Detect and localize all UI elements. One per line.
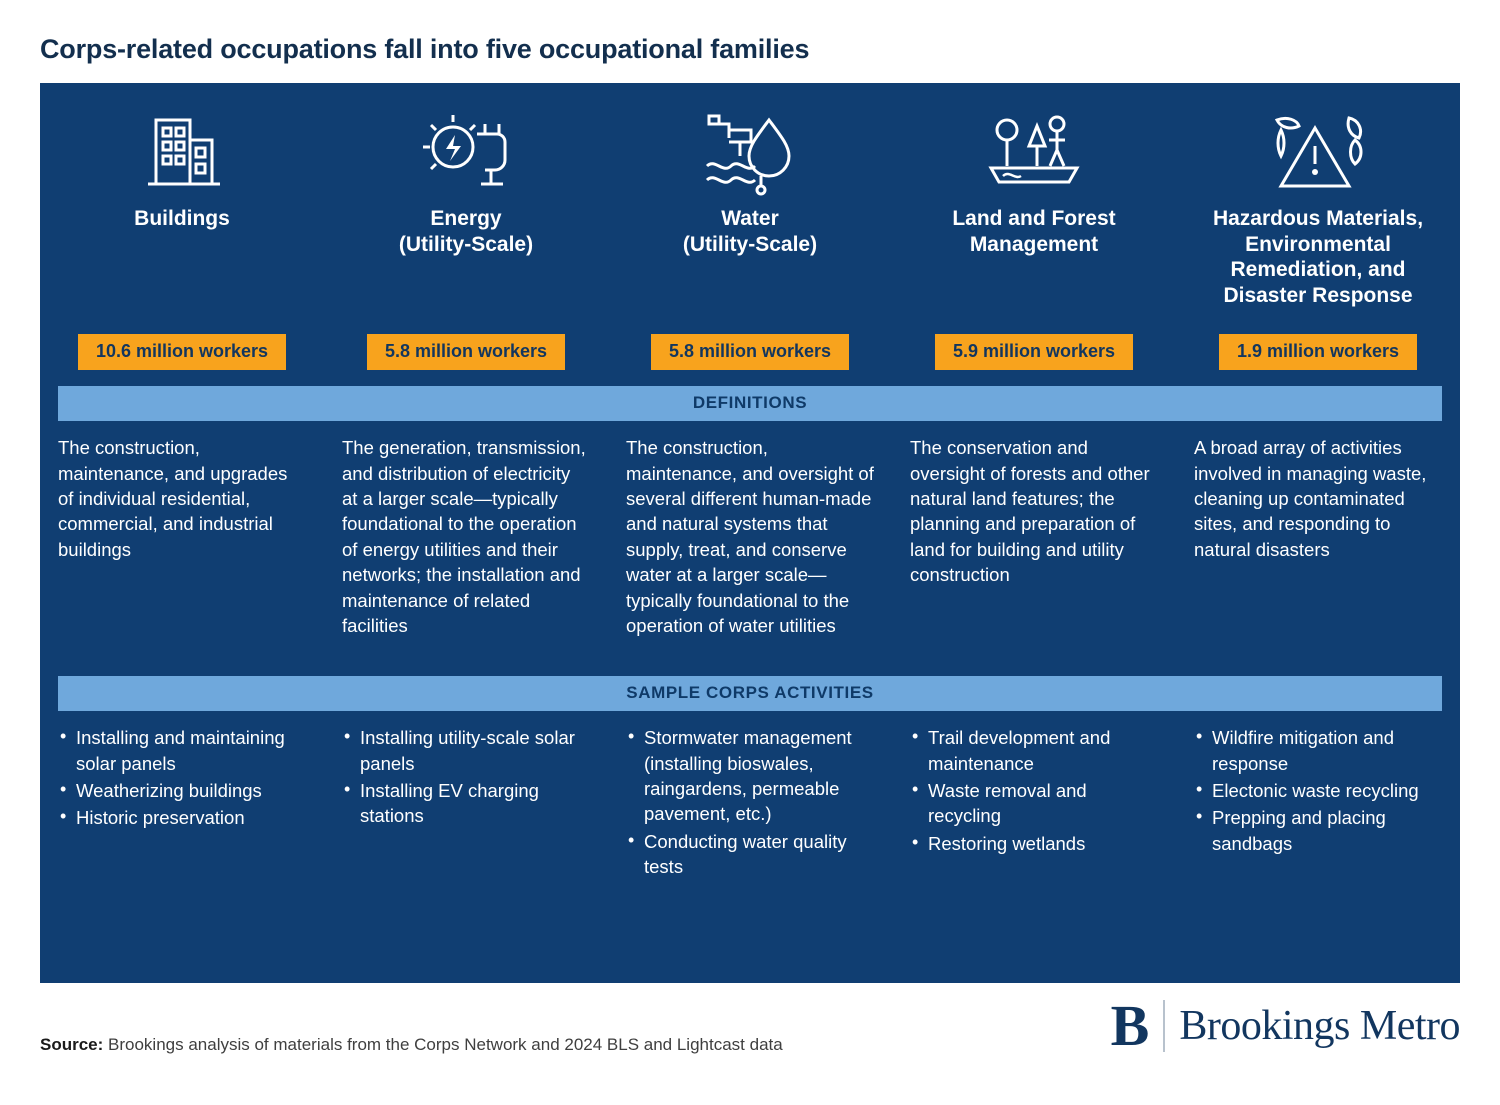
list-item: • Installing and maintaining solar panels — [58, 725, 306, 776]
worker-badges-row — [40, 308, 1460, 370]
list-item: • Wildfire mitigation and response — [1194, 725, 1442, 776]
list-item: • Restoring wetlands — [910, 831, 1158, 856]
page-title: Corps-related occupations fall into five occupational families — [40, 34, 810, 64]
definition-text: The conservation and oversight of forests and other natural land features; the planning and preparation of land for building and utility construction — [910, 437, 1150, 586]
building-icon — [58, 99, 306, 204]
family-column-water — [608, 99, 892, 308]
hazard-warning-icon — [1194, 99, 1442, 204]
definitions-row — [40, 421, 1460, 638]
family-column-buildings — [40, 99, 324, 308]
family-name: Hazardous Materials, Environmental Remediation, and Disaster Response — [1212, 207, 1424, 307]
activities-list — [1194, 725, 1442, 856]
activities-list — [58, 725, 306, 830]
family-name: Buildings — [134, 207, 230, 230]
activities-list — [910, 725, 1158, 856]
family-column-hazmat — [1176, 99, 1460, 308]
list-item: • Installing utility-scale solar panels — [342, 725, 590, 776]
definition-text: The generation, transmission, and distribution of electricity at a larger scale—typically foundational to the operation of energy utilities and their networks; the installation and maintenance of related facilities — [342, 437, 586, 636]
activities-list — [342, 725, 590, 828]
status-badge: 5.8 million workers — [367, 334, 565, 370]
list-item: • Weatherizing buildings — [58, 778, 306, 803]
definition-text: The construction, maintenance, and upgrades of individual residential, commercial, and industrial buildings — [58, 437, 288, 560]
brand-name: Brookings Metro — [1179, 1003, 1460, 1049]
source-label: Source: — [40, 1035, 104, 1054]
definitions-bar: DEFINITIONS — [58, 386, 1442, 421]
family-column-energy — [324, 99, 608, 308]
status-badge: 10.6 million workers — [78, 334, 286, 370]
list-item: • Stormwater management (installing bioswales, raingardens, permeable pavement, etc.) — [626, 725, 874, 826]
list-item: • Conducting water quality tests — [626, 829, 874, 880]
energy-plug-icon — [342, 99, 590, 204]
families-panel — [40, 83, 1460, 983]
water-faucet-icon — [626, 99, 874, 204]
footer — [40, 993, 1460, 1058]
definition-text: The construction, maintenance, and oversight of several different human-made and natural systems that supply, treat, and conserve water at a larger scale—typically foundational to the operation of water utilities — [626, 437, 874, 636]
family-name: Energy (Utility-Scale) — [398, 207, 534, 256]
definition-text: A broad array of activities involved in managing waste, cleaning up contaminated sites, and responding to natural disasters — [1194, 437, 1427, 560]
status-badge: 5.8 million workers — [651, 334, 849, 370]
list-item: • Trail development and maintenance — [910, 725, 1158, 776]
list-item: • Waste removal and recycling — [910, 778, 1158, 829]
family-column-land-forest — [892, 99, 1176, 308]
family-header-row — [40, 83, 1460, 308]
source-text: Brookings analysis of materials from the Corps Network and 2024 BLS and Lightcast data — [103, 1035, 783, 1054]
list-item: • Historic preservation — [58, 805, 306, 830]
list-item: • Electonic waste recycling — [1194, 778, 1442, 803]
brand-mark: B — [1110, 993, 1150, 1058]
family-name: Water (Utility-Scale) — [682, 207, 818, 256]
activities-list — [626, 725, 874, 879]
list-item: • Installing EV charging stations — [342, 778, 590, 829]
status-badge: 5.9 million workers — [935, 334, 1133, 370]
brookings-metro-logo — [1110, 993, 1460, 1058]
source-note — [40, 1035, 783, 1055]
status-badge: 1.9 million workers — [1219, 334, 1417, 370]
activities-bar: SAMPLE CORPS ACTIVITIES — [58, 676, 1442, 711]
list-item: • Prepping and placing sandbags — [1194, 805, 1442, 856]
activities-row — [40, 711, 1460, 881]
family-name: Land and Forest Management — [952, 207, 1116, 256]
land-forest-icon — [910, 99, 1158, 204]
brand-divider — [1163, 1000, 1165, 1052]
